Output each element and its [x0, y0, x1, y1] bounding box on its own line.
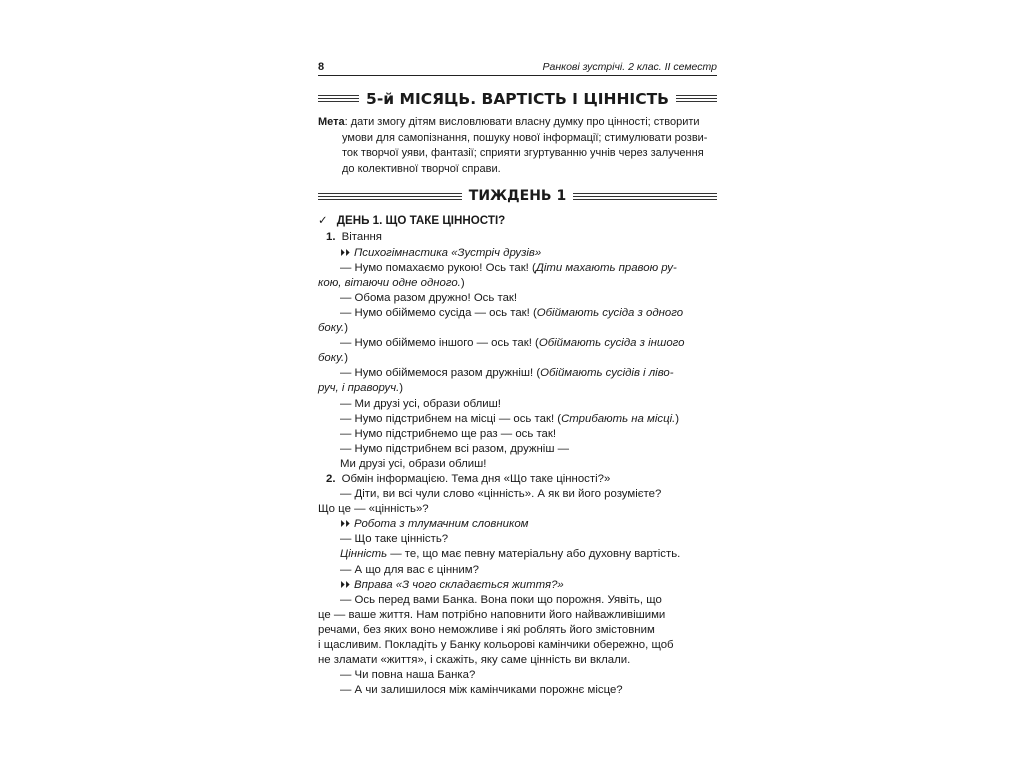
double-arrow-icon: ⏵⏵: [340, 247, 350, 259]
goal-line: умови для самопізнання, пошуку нової інформації; стимулювати розви-: [342, 131, 708, 144]
day-title: ДЕНЬ 1. ЩО ТАКЕ ЦІННОСТІ?: [336, 214, 506, 228]
activity-title: Психогімнастика «Зустріч друзів»: [354, 246, 542, 259]
day-heading: [318, 213, 717, 228]
goal-line: до колективної творчої справи.: [342, 162, 501, 175]
definition-line: Цінність — те, що має певну матеріальну або духовну вартість.: [340, 548, 681, 561]
dialog-line: — Діти, ви всі чули слово «цінність». А як ви його розумієте?: [340, 488, 662, 501]
dialog-line: — Нумо підстрибнем на місці — ось так! (Стрибають на місці.): [340, 412, 680, 425]
month-heading-text: 5-й МІСЯЦЬ. ВАРТІСТЬ І ЦІННІСТЬ: [366, 90, 669, 108]
lesson-body: [318, 213, 717, 698]
running-title: Ранкові зустрічі. 2 клас. ІІ семестр: [542, 61, 717, 73]
dialog-line: Що це — «цінність»?: [318, 503, 429, 516]
running-header: [318, 56, 717, 76]
decorative-rule-left: [318, 95, 359, 104]
dialog-line: — Чи повна наша Банка?: [340, 669, 476, 682]
dialog-line: — Нумо підстрибнем всі разом, дружніш —: [340, 442, 570, 455]
dialog-line: — А що для вас є цінним?: [340, 563, 479, 576]
month-heading: [318, 88, 717, 110]
dialog-line: боку.): [318, 352, 349, 365]
section-number: 2.: [326, 472, 336, 485]
dialog-line: Ми друзі усі, образи облиш!: [340, 457, 487, 470]
dialog-line: — Нумо помахаємо рукою! Ось так! (Діти махають правою ру-: [340, 261, 677, 274]
section-heading: [318, 472, 717, 487]
section-title: Вітання: [341, 231, 382, 244]
activity-title: Вправа «З чого складається життя?»: [354, 578, 564, 591]
section-number: 1.: [326, 231, 336, 244]
goal-paragraph: [318, 115, 717, 177]
double-arrow-icon: ⏵⏵: [340, 519, 350, 531]
dialog-line: — Ось перед вами Банка. Вона поки що порожня. Уявіть, що: [340, 593, 662, 606]
goal-line: : дати змогу дітям висловлювати власну думку про цінності; створити: [344, 116, 700, 128]
dialog-line: — А чи залишилося між камінчиками порожнє місце?: [340, 684, 623, 697]
activity-title: Робота з тлумачним словником: [354, 518, 529, 531]
activity-heading: [318, 246, 717, 261]
dialog-line: — Нумо обіймемо іншого — ось так! (Обіймають сусіда з іншого: [340, 337, 685, 350]
dialog-line: боку.): [318, 322, 349, 335]
decorative-rule-left: [318, 193, 462, 200]
dialog-line: речами, без яких воно неможливе і які роблять його змістовним: [318, 623, 655, 636]
dialog-line: — Обома разом дружно! Ось так!: [340, 291, 518, 304]
page-number: 8: [318, 61, 325, 73]
dialog-line: — Нумо підстрибнемо ще раз — ось так!: [340, 427, 557, 440]
section-heading: [318, 230, 717, 245]
checkmark-icon: ✓: [318, 214, 328, 228]
week-heading-text: ТИЖДЕНЬ 1: [468, 188, 567, 205]
dialog-line: і щасливим. Покладіть у Банку кольорові камінчики обережно, щоб: [318, 639, 674, 651]
decorative-rule-right: [573, 193, 717, 200]
dialog-line: не зламати «життя», і скажіть, яку саме цінність ви вклали.: [318, 654, 631, 667]
section-title: Обмін інформацією. Тема дня «Що таке цінності?»: [341, 472, 611, 485]
activity-heading: [318, 578, 717, 593]
dialog-line: — Ми друзі усі, образи облиш!: [340, 397, 501, 410]
dialog-line: кою, вітаючи одне одного.): [318, 276, 465, 289]
double-arrow-icon: ⏵⏵: [340, 579, 350, 591]
dialog-line: — Нумо обіймемося разом дружніш! (Обіймають сусідів і ліво-: [340, 367, 674, 380]
decorative-rule-right: [676, 95, 717, 104]
activity-heading: [318, 517, 717, 532]
dialog-line: — Що таке цінність?: [340, 533, 449, 546]
dialog-line: — Нумо обіймемо сусіда — ось так! (Обіймають сусіда з одного: [340, 306, 684, 319]
dialog-line: це — ваше життя. Нам потрібно наповнити його найважливішими: [318, 608, 666, 621]
goal-label: Мета: [318, 116, 345, 128]
dialog-line: руч, і праворуч.): [318, 382, 404, 395]
goal-line: ток творчої уяви, фантазії; сприяти згуртуванню учнів через залучення: [342, 147, 704, 160]
week-heading: [318, 187, 717, 205]
book-page: [318, 56, 717, 698]
